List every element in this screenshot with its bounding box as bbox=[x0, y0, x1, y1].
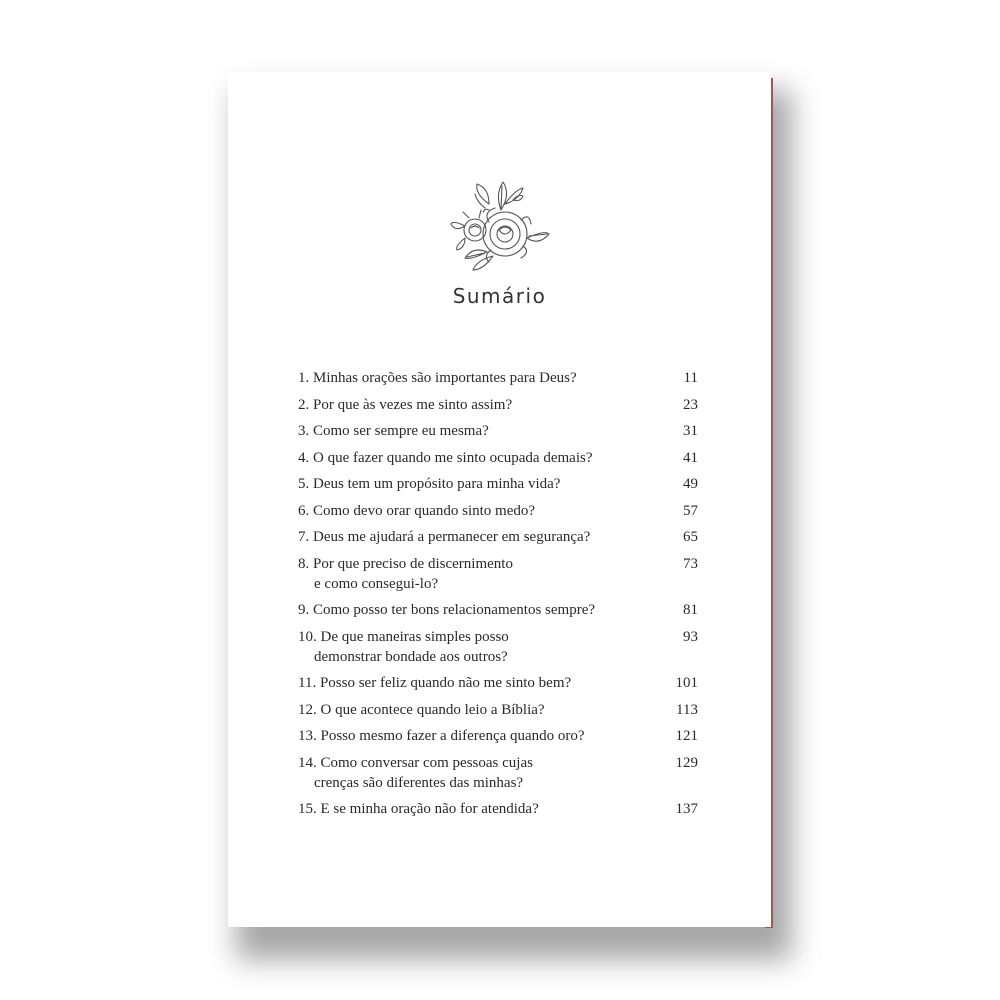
toc-entry-line: 1. Minhas orações são importantes para Deus? bbox=[298, 370, 577, 386]
toc-entry bbox=[298, 501, 698, 521]
toc-page-number: 49 bbox=[683, 476, 698, 492]
toc-entry-line: 3. Como ser sempre eu mesma? bbox=[298, 423, 489, 439]
toc-entry-line: 2. Por que às vezes me sinto assim? bbox=[298, 396, 513, 413]
toc-page-number: 137 bbox=[675, 801, 698, 817]
toc-page-number: 23 bbox=[683, 396, 698, 413]
toc-entry bbox=[298, 753, 698, 793]
book-page bbox=[228, 72, 771, 927]
toc-page-number: 121 bbox=[675, 728, 698, 744]
toc-entry-line: 14. Como conversar com pessoas cujas bbox=[298, 754, 533, 771]
toc-entry bbox=[298, 421, 698, 441]
toc-entry-line: 13. Posso mesmo fazer a diferença quando oro? bbox=[298, 728, 585, 744]
toc-entry-line: 7. Deus me ajudará a permanecer em segurança? bbox=[298, 529, 591, 545]
toc-page-number: 73 bbox=[683, 555, 698, 572]
toc-entry bbox=[298, 395, 698, 415]
toc-entry-title bbox=[298, 700, 545, 720]
toc-entry bbox=[298, 799, 698, 819]
toc-entry-title bbox=[298, 395, 512, 415]
toc-page-number: 113 bbox=[676, 701, 698, 718]
toc-entry bbox=[298, 673, 698, 693]
toc-entry-line: 9. Como posso ter bons relacionamentos sempre? bbox=[298, 602, 596, 618]
toc-entry-line: 8. Por que preciso de discernimento bbox=[298, 555, 513, 572]
toc-entry bbox=[298, 527, 698, 547]
toc-entry-continuation: e como consegui-lo? bbox=[314, 575, 439, 592]
toc-page-number: 11 bbox=[683, 370, 698, 386]
toc-entry-title bbox=[298, 753, 533, 793]
toc-entry bbox=[298, 368, 698, 388]
toc-page-number: 81 bbox=[683, 602, 698, 618]
toc-entry bbox=[298, 726, 698, 746]
toc-entry bbox=[298, 448, 698, 468]
toc-entry-line: 5. Deus tem um propósito para minha vida? bbox=[298, 476, 561, 492]
toc-entry-title bbox=[298, 554, 513, 594]
toc-entry-title bbox=[298, 726, 585, 746]
toc-page-number: 31 bbox=[683, 423, 698, 439]
toc-entry-line: 12. O que acontece quando leio a Bíblia? bbox=[298, 701, 545, 718]
toc-entry-line: 6. Como devo orar quando sinto medo? bbox=[298, 502, 536, 519]
toc-page-number: 129 bbox=[675, 754, 698, 771]
toc-entry-line: 11. Posso ser feliz quando não me sinto bem? bbox=[298, 675, 572, 691]
toc-entry-title bbox=[298, 368, 577, 388]
toc-entry-title bbox=[298, 474, 560, 494]
toc-entry-title bbox=[298, 421, 489, 441]
toc-entry-continuation: crenças são diferentes das minhas? bbox=[314, 774, 524, 791]
toc-entry-title bbox=[298, 527, 590, 547]
toc-entry-title bbox=[298, 501, 535, 521]
toc-entry-line: 10. De que maneiras simples posso bbox=[298, 628, 509, 645]
toc-entry-continuation: demonstrar bondade aos outros? bbox=[314, 648, 508, 665]
toc-entry bbox=[298, 700, 698, 720]
toc-entry bbox=[298, 600, 698, 620]
toc-entry-title bbox=[298, 627, 509, 667]
flower-ornament-icon bbox=[443, 172, 553, 272]
toc-page-number: 65 bbox=[683, 529, 698, 545]
toc-entry-title bbox=[298, 600, 595, 620]
toc-entry bbox=[298, 474, 698, 494]
toc-entry-line: 15. E se minha oração não for atendida? bbox=[298, 801, 539, 817]
table-of-contents bbox=[298, 368, 698, 826]
toc-page-number: 41 bbox=[683, 449, 698, 466]
toc-entry-title bbox=[298, 799, 539, 819]
toc-entry bbox=[298, 554, 698, 594]
toc-page-number: 101 bbox=[675, 675, 698, 691]
toc-page-number: 93 bbox=[683, 628, 698, 645]
toc-entry bbox=[298, 627, 698, 667]
page-title: Sumário bbox=[452, 284, 547, 308]
toc-entry-line: 4. O que fazer quando me sinto ocupada demais? bbox=[298, 449, 593, 466]
toc-entry-title bbox=[298, 448, 592, 468]
toc-entry-title bbox=[298, 673, 571, 693]
toc-page-number: 57 bbox=[683, 502, 698, 519]
